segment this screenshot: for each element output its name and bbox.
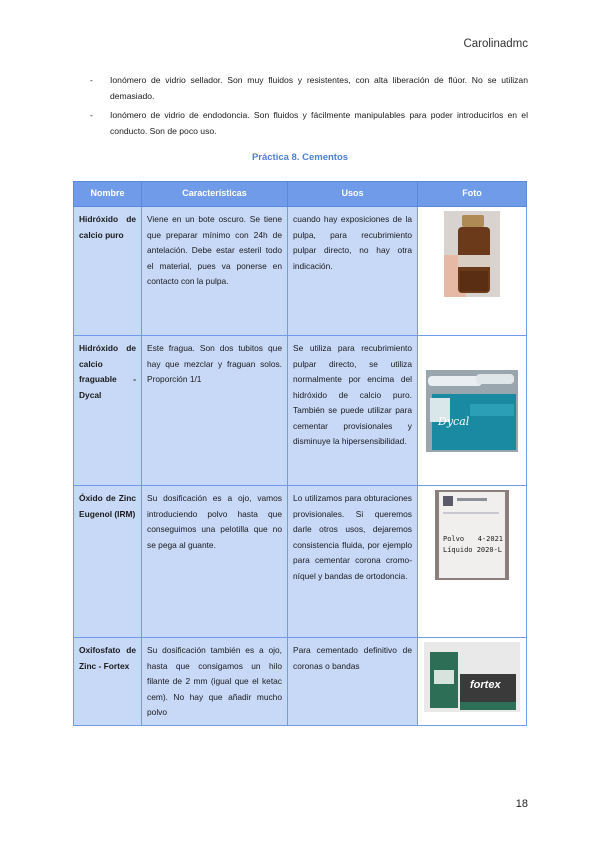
- header-foto: Foto: [418, 182, 527, 207]
- cell-characteristics: Viene en un bote oscuro. Se tiene que preparar mínimo con 24h de antelación. Debe estar esteril todo el material, pues va ponerse en contacto con la pulpa.: [142, 207, 288, 336]
- cell-photo: [418, 486, 527, 638]
- bullet-dash: -: [90, 110, 93, 120]
- bullet-text: Ionómero de vidrio sellador. Son muy fluidos y resistentes, con alta liberación de flúor. No se utilizan demasiado.: [110, 75, 528, 101]
- header-nombre: Nombre: [74, 182, 142, 207]
- cell-photo: [418, 638, 527, 726]
- bullet-dash: -: [90, 75, 93, 85]
- cell-name: Óxido de Zinc Eugenol (IRM): [74, 486, 142, 638]
- bullet-item: [88, 107, 528, 139]
- cell-characteristics: Su dosificación es a ojo, vamos introduciendo polvo hasta que conseguimos una pelotilla que no se pega al guante.: [142, 486, 288, 638]
- fortex-box-photo: [424, 642, 520, 712]
- cell-characteristics: Este fragua. Son dos tubitos que hay que mezclar y fraguan solos. Proporción 1/1: [142, 336, 288, 486]
- cell-photo: [418, 207, 527, 336]
- page-number: 18: [515, 798, 528, 810]
- table-header-row: [74, 182, 527, 207]
- cell-photo: [418, 336, 527, 486]
- cell-name: Oxifosfato de Zinc - Fortex: [74, 638, 142, 726]
- bullet-list: [88, 72, 528, 142]
- irm-bag-photo: [435, 490, 509, 580]
- table-row: [74, 638, 527, 726]
- bullet-item: [88, 72, 528, 104]
- header-usos: Usos: [288, 182, 418, 207]
- cell-name: Hidróxido de calcio fraguable - Dycal: [74, 336, 142, 486]
- cell-name: Hidróxido de calcio puro: [74, 207, 142, 336]
- cell-uses: Se utiliza para recubrimiento pulpar directo, se utiliza normalmente por encima del hidróxido de calcio puro. También se puede utilizar para cementar provisionales y disminuye la hipersensibilidad.: [288, 336, 418, 486]
- cell-uses: Para cementado definitivo de coronas o bandas: [288, 638, 418, 726]
- irm-handwriting: Polvo 4-2021 Líquido 2020-L: [443, 535, 503, 554]
- fortex-label: fortex: [470, 679, 501, 691]
- cell-characteristics: Su dosificación también es a ojo, hasta que consigamos un hilo filante de 2 mm (igual que el ketac cem). No hay que añadir mucho polvo: [142, 638, 288, 726]
- cell-uses: Lo utilizamos para obturaciones provisionales. Si queremos darle otros usos, dejaremos consistencia fluida, por ejemplo para cementar corona cromo-níquel y bandas de ortodoncia.: [288, 486, 418, 638]
- header-caracteristicas: Características: [142, 182, 288, 207]
- dycal-label: Dycal: [438, 414, 470, 428]
- brown-bottle-photo: [444, 211, 500, 297]
- section-title: Práctica 8. Cementos: [251, 152, 349, 163]
- cements-table: [73, 181, 527, 726]
- bullet-text: Ionómero de vidrio de endodoncia. Son fluidos y fácilmente manipulables para poder introducirlos en el conducto. Son de poco uso.: [110, 110, 528, 136]
- dycal-box-photo: [426, 370, 518, 452]
- table-row: [74, 486, 527, 638]
- cell-uses: cuando hay exposiciones de la pulpa, para recubrimiento pulpar directo, no hay otra indicación.: [288, 207, 418, 336]
- header-author: Carolinadmc: [463, 38, 528, 50]
- table-row: [74, 336, 527, 486]
- table-row: [74, 207, 527, 336]
